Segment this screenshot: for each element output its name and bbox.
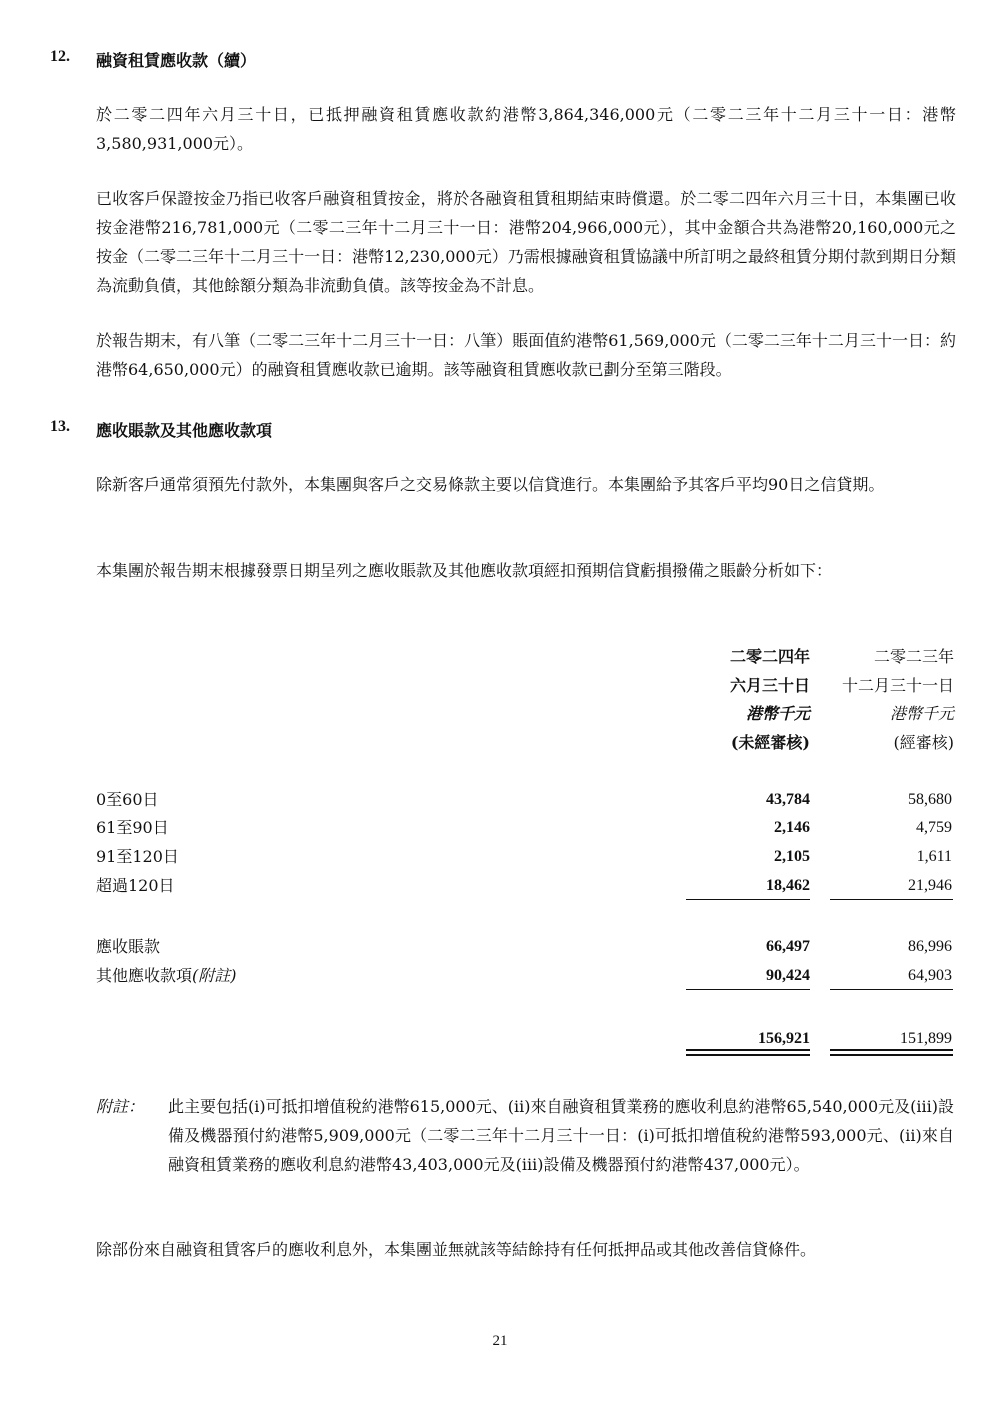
subtotal-rule-2023 [830,899,953,900]
value-2023: 4,759 [916,819,952,836]
row-label: 91至120日 [96,847,179,866]
total-2023: 151,899 [900,1030,952,1047]
section-13-title: 應收賬款及其他應收款項 [96,421,273,440]
section-13-paragraph-1: 除新客戶通常須預先付款外，本集團與客戶之交易條款主要以信貸進行。本集團給予其客戶平均90日之信貸期。 [96,475,885,494]
section-13-number: 13. [50,418,70,435]
value-2023: 86,996 [908,938,952,955]
note-label: 附註： [96,1097,145,1116]
value-2023: 64,903 [908,967,952,984]
value-2024: 2,105 [774,848,810,865]
note-reference: (附註) [192,966,237,985]
table-row [96,872,954,900]
trade-receivables-row [96,933,954,961]
value-2024: 2,146 [774,819,810,836]
col-2024-header-audit: (未經審核) [730,733,810,752]
col-2024-header-unit: 港幣千元 [745,704,810,723]
section-12-number: 12. [50,48,70,65]
closing-paragraph: 除部份來自融資租賃客戶的應收利息外，本集團並無就該等結餘持有任何抵押品或其他改善信貸條件。 [96,1240,817,1259]
value-2024: 18,462 [766,877,810,894]
total-2024: 156,921 [758,1030,810,1047]
value-2023: 1,611 [916,848,952,865]
table-row [96,786,954,814]
subtotal-rule-2024 [686,899,810,900]
table-row [96,814,954,842]
row-label [96,962,237,990]
col-2023-header-line-2: 十二月三十一日 [841,676,954,695]
section-12-title: 融資租賃應收款（續） [96,51,257,70]
col-2023-header-audit: (經審核) [893,733,954,752]
col-2024-header-line-1: 二零二四年 [729,647,810,666]
row-label: 應收賬款 [96,937,161,956]
value-2023: 21,946 [908,877,952,894]
row-label: 超過120日 [96,876,175,895]
value-2023: 58,680 [908,791,952,808]
other-receivables-row [96,962,954,990]
double-rule-2024 [686,1049,810,1056]
section-13-paragraph-2: 本集團於報告期末根據發票日期呈列之應收賬款及其他應收款項經扣預期信貸虧損撥備之賬齡分析如下： [96,561,833,580]
total-row [96,1025,954,1053]
table-row [96,843,954,871]
value-2024: 43,784 [766,791,810,808]
total-rule-2024 [686,989,810,990]
note-body: 此主要包括(i)可抵扣增值稅約港幣615,000元、(ii)來自融資租賃業務的應收利息約港幣65,540,000元及(iii)設備及機器預付約港幣5,909,000元（二零二三年十二月三十一日：(i)可抵扣增值稅約港幣593,000元、(ii)來自融資租賃業務的應收利息約港幣43,403,000元及(iii)設備及機器預付約港幣437,000元）。 [168,1097,954,1174]
col-2024-header-line-2: 六月三十日 [729,676,810,695]
col-2023-header-unit: 港幣千元 [889,704,954,723]
row-label: 61至90日 [96,818,169,837]
double-rule-2023 [830,1049,953,1056]
value-2024: 66,497 [766,938,810,955]
col-2023-header-line-1: 二零二三年 [873,647,954,666]
total-rule-2023 [830,989,953,990]
row-label-text: 其他應收款項 [96,966,193,985]
row-label: 0至60日 [96,790,159,809]
section-12-paragraph-1: 於二零二四年六月三十日，已抵押融資租賃應收款約港幣3,864,346,000元（二零二三年十二月三十一日：港幣3,580,931,000元）。 [96,105,956,153]
value-2024: 90,424 [766,967,810,984]
section-12-paragraph-2: 已收客戶保證按金乃指已收客戶融資租賃按金，將於各融資租賃租期結束時償還。於二零二四年六月三十日，本集團已收按金港幣216,781,000元（二零二三年十二月三十一日：港幣204,966,000元），其中金額合共為港幣20,160,000元之按金（二零二三年十二月三十一日：港幣12,230,000元）乃需根據融資租賃協議中所訂明之最終租賃分期付款到期日分類為流動負債，其他餘額分類為非流動負債。該等按金為不計息。 [96,189,956,295]
section-12-paragraph-3: 於報告期末，有八筆（二零二三年十二月三十一日：八筆）賬面值約港幣61,569,000元（二零二三年十二月三十一日：約港幣64,650,000元）的融資租賃應收款已逾期。該等融資租賃應收款已劃分至第三階段。 [96,331,956,379]
page-number: 21 [492,1333,508,1349]
